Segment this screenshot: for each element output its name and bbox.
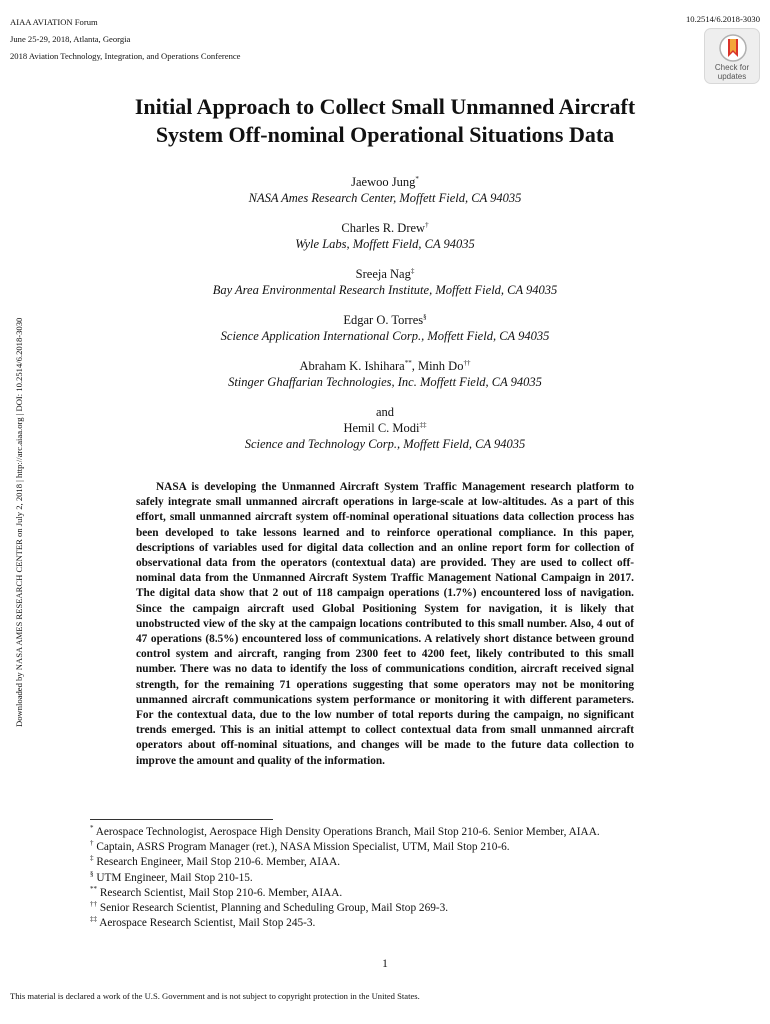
conference-header (10, 14, 241, 65)
badge-label: Check for updates (714, 63, 750, 81)
footnote: * Aerospace Technologist, Aerospace High Density Operations Branch, Mail Stop 210-6. Senior Member, AIAA. (90, 824, 600, 838)
author-list (60, 174, 710, 466)
download-watermark: Downloaded by NASA AMES RESEARCH CENTER on July 2, 2018 | http://arc.aiaa.org | DOI: 10.2514/6.2018-3030 (14, 317, 24, 727)
footnote: ** Research Scientist, Mail Stop 210-6. Member, AIAA. (90, 884, 343, 899)
bookmark-ribbon-icon (718, 34, 748, 62)
page-number: 1 (382, 958, 388, 970)
footnote: ‡ Research Engineer, Mail Stop 210-6. Member, AIAA. (90, 854, 341, 869)
author-block (60, 404, 710, 452)
footnotes (90, 825, 600, 931)
paper-title (60, 93, 710, 149)
author-name: Jaewoo Jung* (351, 175, 419, 189)
conference-name: AIAA AVIATION Forum (10, 17, 98, 27)
footnote-divider (90, 819, 273, 820)
author-name: Charles R. Drew† (341, 221, 429, 235)
author-name: Hemil C. Modi‡‡ (343, 421, 427, 435)
author-name: Sreeja Nag‡ (355, 267, 415, 281)
and-conjunction: and (375, 405, 395, 419)
footnote: †† Senior Research Scientist, Planning and Scheduling Group, Mail Stop 269-3. (90, 900, 449, 915)
doi-label: 10.2514/6.2018-3030 (686, 14, 760, 24)
title-line-2: System Off-nominal Operational Situations Data (155, 122, 615, 147)
author-affiliation: Science and Technology Corp., Moffett Field, CA 94035 (244, 437, 526, 451)
footnote: ‡‡ Aerospace Research Scientist, Mail Stop 245-3. (90, 915, 316, 930)
abstract: NASA is developing the Unmanned Aircraft System Traffic Management research platform to safely integrate small unmanned aircraft operations in large-scale at low-altitudes. As a part of this effort, small unmanned aircraft system off-nominal operational situations data collection process has been developed to take lessons learned and to reinforce operational compliance. In this paper, descriptions of variables used for digital data collection and an online report form for collection of observational data from the operators (contextual data) are provided. They are used to collect off-nominal data from the Unmanned Aircraft System Traffic Management National Campaign in 2017. The digital data show that 2 out of 118 campaign operations (1.7%) encountered loss of navigation. Since the campaign aircraft used Global Positioning System for navigation, it is likely that unobstructed view of the sky at the campaign locations contributed to this small number. Also, 4 out of 47 operations (8.5%) encountered loss of communications. A relatively short distance between ground control system and aircraft, ranging from 2300 feet to 4200 feet, likely contributed to this small number. There was no data to identify the loss of communications condition, aircraft received signal strength, for the remaining 71 operations suggesting that some operators may not be monitoring unmanned aircraft communications system performance or monitoring it with different parameters. For the contextual data, due to the low number of total reports during the campaign, no significant trends emerged. This is an initial attempt to collect contextual data from small unmanned aircraft operators about off-nominal situations, and changes will be made to the future data collection to improve the amount and quality of the information. (136, 481, 634, 767)
author-affiliation: NASA Ames Research Center, Moffett Field, CA 94035 (248, 191, 522, 205)
author-block (60, 312, 710, 344)
author-name: Edgar O. Torres§ (343, 313, 427, 327)
footnote: § UTM Engineer, Mail Stop 210-15. (90, 869, 253, 884)
author-block (60, 174, 710, 206)
conference-full-name: 2018 Aviation Technology, Integration, and Operations Conference (10, 51, 241, 61)
check-for-updates-badge[interactable] (704, 28, 760, 84)
author-block (60, 220, 710, 252)
footnote: † Captain, ASRS Program Manager (ret.), NASA Mission Specialist, UTM, Mail Stop 210-6. (90, 839, 510, 854)
author-block (60, 358, 710, 390)
conference-dates: June 25-29, 2018, Atlanta, Georgia (10, 34, 131, 44)
title-line-1: Initial Approach to Collect Small Unmanned Aircraft (134, 94, 636, 119)
author-affiliation: Science Application International Corp., Moffett Field, CA 94035 (220, 329, 550, 343)
author-affiliation: Bay Area Environmental Research Institute, Moffett Field, CA 94035 (212, 283, 558, 297)
author-affiliation: Stinger Ghaffarian Technologies, Inc. Moffett Field, CA 94035 (228, 375, 542, 389)
copyright-footer: This material is declared a work of the U.S. Government and is not subject to copyright protection in the United States. (10, 991, 420, 1001)
author-name: Abraham K. Ishihara**, Minh Do†† (299, 359, 471, 373)
author-block (60, 266, 710, 298)
author-affiliation: Wyle Labs, Moffett Field, CA 94035 (295, 237, 475, 251)
